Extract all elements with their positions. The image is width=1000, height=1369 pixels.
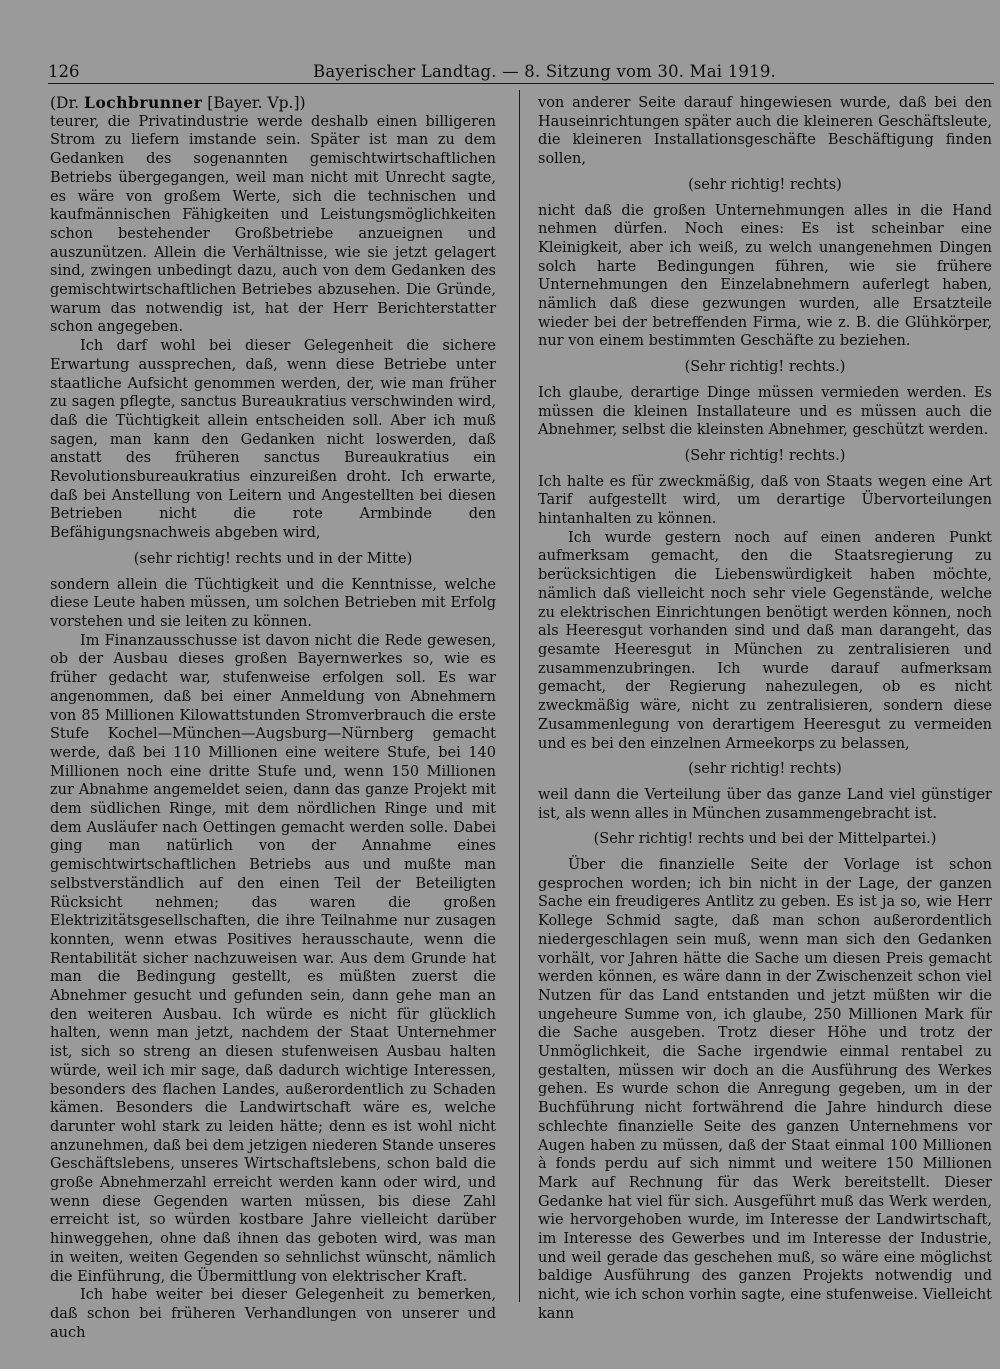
paragraph: von anderer Seite darauf hingewiesen wurde, daß bei den Hauseinrichtungen später auch die kleineren Geschäftsleute, die kleineren Installationsgeschäfte Beschäftigung finden sollen, xyxy=(538,95,992,168)
right-column xyxy=(538,94,992,1324)
paragraph: Ich habe weiter bei dieser Gelegenheit zu bemerken, daß schon bei früheren Verhandlungen von unserer und auch xyxy=(50,1287,496,1341)
running-title: Bayerischer Landtag. — 8. Sitzung vom 30. Mai 1919. xyxy=(313,62,776,81)
paragraph: Ich halte es für zweckmäßig, daß von Staats wegen eine Art Tarif aufgestellt wird, um derartige Übervorteilungen hintanhalten zu können. xyxy=(538,473,992,528)
interjection: (Sehr richtig! rechts.) xyxy=(684,447,846,464)
page-number: 126 xyxy=(48,62,80,81)
paragraph: Im Finanzausschusse ist davon nicht die Rede gewesen, ob der Ausbau dieses großen Bayernwerkes so, wie es früher gedacht war, stufenweise erfolgen soll. Es war angenommen, daß bei einer Anmeldung von Abnehmern von 85 Millionen Kilowattstunden Stromverbrauch die erste Stufe Kochel—München—Augsburg—Nürnberg gemacht werde, daß bei 110 Millionen eine weitere Stufe, bei 140 Millionen noch eine dritte Stufe und, wenn 150 Millionen zur Abnahme angemeldet seien, dann das ganze Projekt mit dem südlichen Ringe, mit dem nördlichen Ringe und mit dem Ausläufer nach Oettingen gemacht werden solle. Dabei ging man natürlich von der Annahme eines gemischtwirtschaftlichen Betriebs aus und mußte man selbstverständlich auf den einen Teil der Beteiligten Rücksicht nehmen; das waren die großen Elektrizitätsgesellschaften, die ihre Teilnahme nur zusagen konnten, wenn etwas Positives herausschaute, wenn die Rentabilität sicher nachzuweisen war. Aus dem Grunde hat man die Bedingung gestellt, es müßten zuerst die Abnehmer gesucht und gefunden sein, dann gehe man an den weiteren Ausbau. Ich würde es nicht für glücklich halten, wenn man jetzt, nachdem der Staat Unternehmer ist, sich so streng an diesen stufenweisen Ausbau halten würde, weil ich mir sage, daß dadurch wichtige Interessen, besonders des flachen Landes, außerordentlich zu Schaden kämen. Besonders die Landwirtschaft wäre es, welche darunter wohl stark zu leiden hätte; denn es ist wohl nicht anzunehmen, daß bei dem jetzigen niederen Stande unseres Geschäftslebens, unseres Wirtschaftslebens, schon bald die große Abnehmerzahl erreicht werden kann oder wird, und wenn diese Gegenden warten müssen, bis diese Zahl erreicht ist, so würden kostbare Jahre vielleicht darüber hinweggehen, ohne daß ihnen das geboten wird, was man in weiten, weiten Gegenden so sehnlichst wünscht, nämlich die Einführung, die Übermittlung von elektrischer Kraft. xyxy=(50,632,496,1285)
interjection: (Sehr richtig! rechts und bei der Mittelpartei.) xyxy=(593,831,937,848)
paragraph: nicht daß die großen Unternehmungen alles in die Hand nehmen dürfen. Noch eines: Es ist scheinbar eine Kleinigkeit, aber ich weiß, zu welch unangenehmen Dingen solch harte Bedingungen führen, wie sie frühere Unternehmungen den Einzelabnehmern auferlegt haben, nämlich daß diese gezwungen wurden, alle Ersatzteile wieder bei der betreffenden Firma, wie z. B. die Glühkörper, nur von einem bestimmten Geschäfte zu beziehen. xyxy=(538,202,992,350)
interjection: (Sehr richtig! rechts.) xyxy=(684,359,846,376)
paragraph: Ich wurde gestern noch auf einen anderen Punkt aufmerksam gemacht, den die Staatsregierung zu berücksichtigen die Liebenswürdigkeit haben möchte, nämlich daß vielleicht noch sehr viele Gegenstände, welche zu elektrischen Einrichtungen benötigt werden können, noch als Heeresgut vorhanden sind und daß man darangeht, das gesamte Heeresgut in München zu zentralisieren und zusammenzubringen. Ich wurde darauf aufmerksam gemacht, der Regierung nahezulegen, ob es nicht zweckmäßig wäre, nicht zu zentralisieren, sondern diese Zusammenlegung von derartigem Heeresgut zu vermeiden und es bei den einzelnen Armeekorps zu belassen, xyxy=(538,529,992,752)
speaker-line xyxy=(50,94,496,113)
paragraph: Ich glaube, derartige Dinge müssen vermieden werden. Es müssen die kleinen Installateure und es müssen auch die Abnehmer, selbst die kleinsten Abnehmer, geschützt werden. xyxy=(538,384,992,439)
interjection: (sehr richtig! rechts) xyxy=(688,761,842,778)
paragraph: teurer, die Privatindustrie werde deshalb einen billigeren Strom zu liefern imstande sein. Später ist man zu dem Gedanken des sogenannten gemischtwirtschaftlichen Betriebs übergegangen, weil man nicht mit Unrecht sagte, es wäre von großem Werte, sich die technischen und kaufmännischen Fähigkeiten und Leistungsmöglichkeiten schon bestehender Großbetriebe anzueignen und auszunützen. Allein die Verhältnisse, wie sie jetzt gelagert sind, zwingen unbedingt dazu, auch von dem Gedanken des gemischtwirtschaftlichen Betriebes abzusehen. Die Gründe, warum das notwendig ist, hat der Herr Berichterstatter schon angegeben. xyxy=(50,113,496,336)
speaker-party: [Bayer. Vp.]) xyxy=(202,94,306,112)
column-divider xyxy=(519,90,520,1302)
paragraph: Ich darf wohl bei dieser Gelegenheit die sichere Erwartung aussprechen, daß, wenn diese Betriebe unter staatliche Aufsicht genommen werden, der, wie man früher zu sagen pflegte, sanctus Bureaukratius verschwinden wird, daß die Tüchtigkeit allein entscheiden soll. Aber ich muß sagen, man kann den Gedanken nicht loswerden, daß anstatt des früheren sanctus Bureaukratius ein Revolutionsbureaukratius einzureißen droht. Ich erwarte, daß bei Anstellung von Leitern und Angestellten bei diesen Betrieben nicht die rote Armbinde den Befähigungsnachweis abgeben wird, xyxy=(50,338,496,542)
interjection: (sehr richtig! rechts) xyxy=(688,176,842,193)
paragraph: sondern allein die Tüchtigkeit und die Kenntnisse, welche diese Leute haben müssen, um solchen Betrieben mit Erfolg vorstehen und sie leiten zu können. xyxy=(50,576,496,630)
speaker-open: (Dr. xyxy=(50,94,85,112)
interjection: (sehr richtig! rechts und in der Mitte) xyxy=(133,550,413,567)
speaker-name: Lochbrunner xyxy=(84,93,203,112)
left-column xyxy=(50,94,496,1342)
paragraph: weil dann die Verteilung über das ganze Land viel günstiger ist, als wenn alles in München zusammengebracht ist. xyxy=(538,786,992,822)
paragraph: Über die finanzielle Seite der Vorlage ist schon gesprochen worden; ich bin nicht in der Lage, der ganzen Sache ein freudigeres Antlitz zu geben. Es ist ja so, wie Herr Kollege Schmid sagte, daß man schon außerordentlich niedergeschlagen sein muß, wenn man sich den Gedanken vorhält, vor Jahren hätte die Sache um diesen Preis gemacht werden können, es wäre dann in der Zwischenzeit schon viel Nutzen für das Land entstanden und jetzt müßten wir die ungeheure Summe von, ich glaube, 250 Millionen Mark für die Sache ausgeben. Trotz dieser Höhe und trotz der Unmöglichkeit, die Sache irgendwie einmal rentabel zu gestalten, müssen wir doch an die Ausführung des Werkes gehen. Es wurde schon die Anregung gegeben, um in der Buchführung nicht fortwährend die Jahre hindurch diese schlechte finanzielle Seite des ganzen Unternehmens vor Augen haben zu müssen, daß der Staat einmal 100 Millionen à fonds perdu auf sich nimmt und weitere 150 Millionen Mark auf Rechnung für das Werk bereitstellt. Dieser Gedanke hat viel für sich. Ausgeführt muß das Werk werden, wie hervorgehoben wurde, im Interesse der Landwirtschaft, im Interesse des Gewerbes und im Interesse der Industrie, und weil gerade das geschehen muß, so wäre eine möglichst baldige Ausführung des ganzen Projekts notwendig und nicht, wie ich schon vorhin sagte, eine stufenweise. Vielleicht kann xyxy=(538,857,992,1322)
header-rule xyxy=(48,83,994,84)
page-header xyxy=(48,60,994,84)
